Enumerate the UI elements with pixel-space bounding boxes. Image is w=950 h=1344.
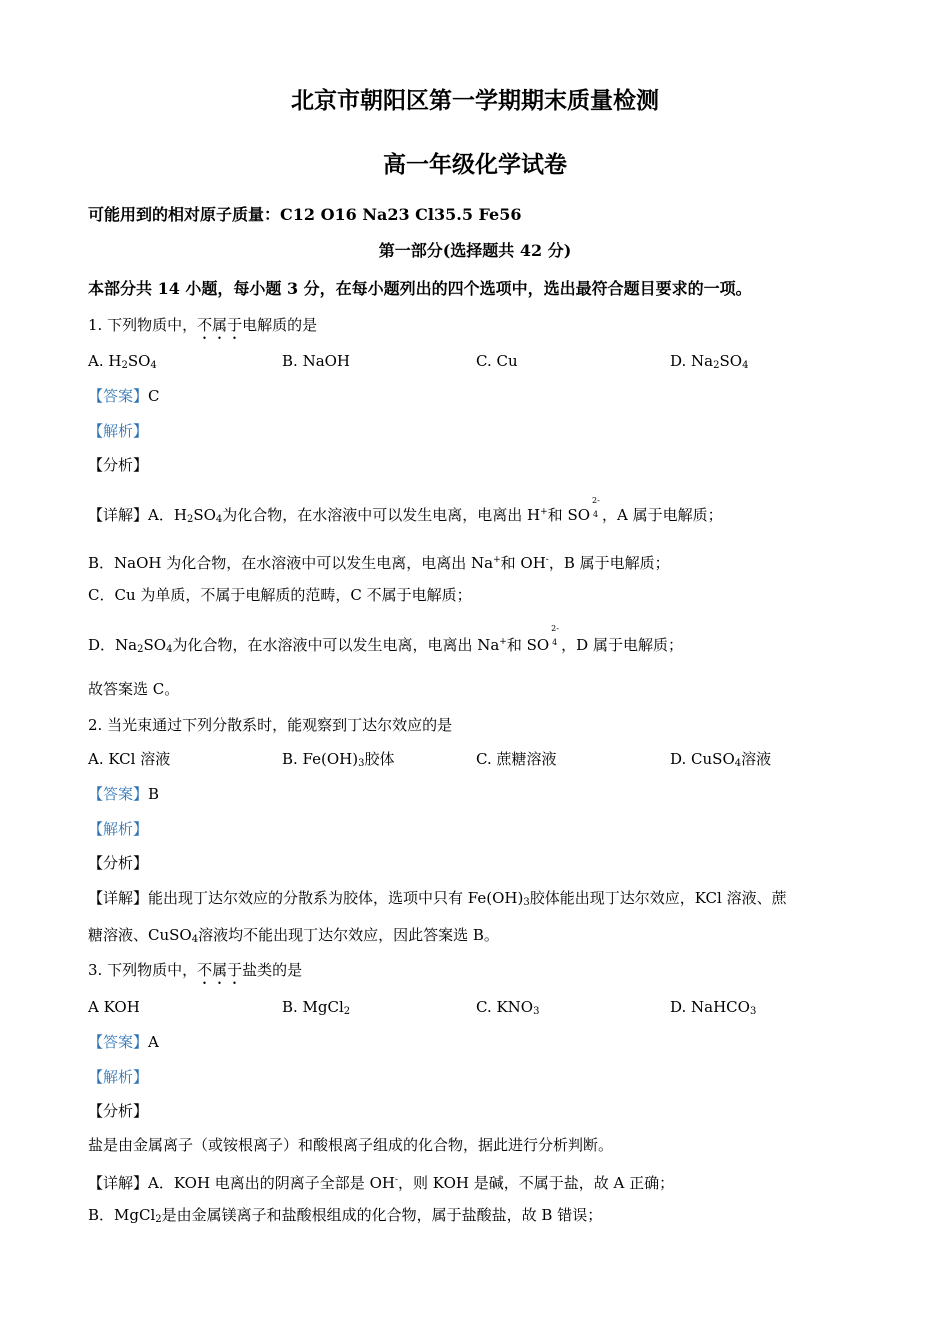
text-part: B. Fe(OH) xyxy=(282,750,359,768)
q1-detail-4 xyxy=(88,624,683,660)
q3-analysis-heading: 【解析】 xyxy=(88,1068,149,1086)
q2-option-d xyxy=(670,749,771,774)
part1-instructions: 本部分共 14 小题，每小题 3 分，在每小题列出的四个选项中，选出最符合题目要求的一项。 xyxy=(88,279,752,298)
formula-part: Na xyxy=(691,352,714,370)
q2-detail-2 xyxy=(88,925,499,950)
text-part: A．H xyxy=(148,506,187,524)
superscript: - xyxy=(545,555,549,565)
text-part: 和 SO xyxy=(506,636,550,654)
text-part: B．NaOH 为化合物，在水溶液中可以发生电离，电离出 Na xyxy=(88,554,494,572)
text-part: 溶液 xyxy=(741,750,772,768)
text-part: 和 SO xyxy=(547,506,591,524)
text-part: 为化合物，在水溶液中可以发生电离，电离出 H xyxy=(222,506,541,524)
option-label: A. xyxy=(88,352,109,370)
text-part: D. CuSO xyxy=(670,750,735,768)
q2-answer xyxy=(88,784,159,804)
q1-stem-pre: 1. 下列物质中， xyxy=(88,316,198,334)
text-part: ，A 属于电解质； xyxy=(602,506,723,524)
atomic-mass-line: 可能用到的相对原子质量：C12 O16 Na23 Cl35.5 Fe56 xyxy=(88,205,522,224)
q1-option-d xyxy=(670,351,748,376)
subscript: 2 xyxy=(186,514,194,525)
q3-stem xyxy=(88,960,302,988)
q2-stem: 2. 当光束通过下列分散系时，能观察到丁达尔效应的是 xyxy=(88,716,453,734)
q3-answer xyxy=(88,1032,159,1052)
subscript: 4 xyxy=(166,644,173,655)
q1-stem-emphasis: 不属于 xyxy=(197,316,243,334)
superscript: + xyxy=(540,507,548,517)
text-part: 糖溶液、CuSO xyxy=(88,926,192,944)
text-part: ，B 属于电解质； xyxy=(548,554,670,572)
q1-stem-post: 电解质的是 xyxy=(242,316,318,334)
text-part: 胶体能出现丁达尔效应，KCl 溶液、蔗 xyxy=(529,889,787,907)
option-label: D. xyxy=(670,352,692,370)
q2-option-c: C. 蔗糖溶液 xyxy=(476,750,557,768)
detail-label: 【详解】 xyxy=(88,889,149,907)
subscript: 3 xyxy=(523,897,530,908)
text-part: D. NaHCO xyxy=(670,998,750,1016)
option-label: B. xyxy=(282,352,303,370)
text-part: 溶液均不能出现丁达尔效应，因此答案选 B。 xyxy=(198,926,499,944)
q3-fenxi-label: 【分析】 xyxy=(88,1102,149,1120)
subscript: 2 xyxy=(137,644,144,655)
subscript: 3 xyxy=(533,1006,540,1017)
text-part: B. MgCl xyxy=(282,998,344,1016)
q2-fenxi-label: 【分析】 xyxy=(88,854,149,872)
q3-stem-emphasis: 不属于 xyxy=(197,961,243,979)
part1-heading: 第一部分(选择题共 42 分) xyxy=(378,241,572,260)
answer-value: C xyxy=(148,387,160,405)
subscript: 2 xyxy=(343,1006,351,1017)
formula-part: NaOH xyxy=(302,352,351,370)
text-part: 能出现丁达尔效应的分散系为胶体，选项中只有 Fe(OH) xyxy=(148,889,524,907)
text-part: ，D 属于电解质； xyxy=(561,636,683,654)
answer-label: 【答案】 xyxy=(88,785,149,803)
text-part: 胶体 xyxy=(364,750,395,768)
q3-stem-pre: 3. 下列物质中， xyxy=(88,961,198,979)
detail-label: 【详解】 xyxy=(88,1174,149,1192)
q1-fenxi-label: 【分析】 xyxy=(88,456,149,474)
subscript: 4 xyxy=(734,758,742,769)
q1-detail-1 xyxy=(88,496,723,530)
q1-conclusion: 故答案选 C。 xyxy=(88,680,180,698)
subscript: 4 xyxy=(150,360,157,371)
text-part: SO xyxy=(143,636,167,654)
subscript: 2 xyxy=(121,360,128,371)
text-part: A．KOH 电离出的阴离子全部是 OH xyxy=(148,1174,395,1192)
q3-option-d xyxy=(670,997,756,1022)
text-part: 为化合物，在水溶液中可以发生电离，电离出 Na xyxy=(172,636,500,654)
charge-bottom: 4 xyxy=(593,510,599,519)
superscript: + xyxy=(493,555,501,565)
subscript: 2 xyxy=(155,1214,162,1225)
subscript: 4 xyxy=(215,514,223,525)
text-part: SO xyxy=(193,506,216,524)
subscript: 3 xyxy=(749,1006,757,1017)
answer-value: B xyxy=(148,785,160,803)
q3-detail-2 xyxy=(88,1205,602,1230)
text-part: B．MgCl xyxy=(88,1206,156,1224)
sulfate-charge xyxy=(549,624,561,655)
text-part: C. KNO xyxy=(476,998,534,1016)
text-part: D．Na xyxy=(88,636,138,654)
q3-detail-1 xyxy=(88,1170,674,1193)
text-part: 是由金属镁离子和盐酸根组成的化合物，属于盐酸盐，故 B 错误； xyxy=(161,1206,603,1224)
detail-label: 【详解】 xyxy=(88,506,149,524)
subscript: 3 xyxy=(358,758,365,769)
subscript: 2 xyxy=(713,360,720,371)
q1-option-b xyxy=(282,351,350,371)
q2-option-b xyxy=(282,749,395,774)
formula-part: Cu xyxy=(496,352,518,370)
q3-option-c xyxy=(476,997,539,1022)
q1-answer xyxy=(88,386,160,406)
answer-label: 【答案】 xyxy=(88,387,149,405)
q1-option-a xyxy=(88,351,157,376)
exam-title: 北京市朝阳区第一学期期末质量检测 xyxy=(291,87,659,114)
charge-bottom: 4 xyxy=(552,638,558,647)
q3-option-b xyxy=(282,997,350,1022)
text-part: 和 OH xyxy=(500,554,546,572)
subscript: 4 xyxy=(742,360,749,371)
q1-detail-2 xyxy=(88,550,670,573)
charge-top: 2- xyxy=(551,624,559,633)
q3-fenxi-text: 盐是由金属离子（或铵根离子）和酸根离子组成的化合物，据此进行分析判断。 xyxy=(88,1136,614,1154)
q1-detail-3: C．Cu 为单质，不属于电解质的范畴，C 不属于电解质； xyxy=(88,586,472,604)
charge-top: 2- xyxy=(592,496,600,505)
answer-value: A xyxy=(148,1033,159,1051)
sulfate-charge xyxy=(590,496,602,525)
q2-analysis-heading: 【解析】 xyxy=(88,820,149,838)
superscript: + xyxy=(499,637,507,647)
formula-part: SO xyxy=(127,352,151,370)
q1-option-c xyxy=(476,351,518,371)
text-part: ，则 KOH 是碱，不属于盐，故 A 正确； xyxy=(398,1174,675,1192)
subscript: 4 xyxy=(191,934,199,945)
exam-subtitle: 高一年级化学试卷 xyxy=(383,151,567,178)
answer-label: 【答案】 xyxy=(88,1033,149,1051)
superscript: - xyxy=(394,1175,398,1185)
q1-stem xyxy=(88,315,317,343)
q1-analysis-heading: 【解析】 xyxy=(88,422,149,440)
q2-option-a: A. KCl 溶液 xyxy=(88,750,171,768)
formula-part: H xyxy=(108,352,122,370)
formula-part: SO xyxy=(719,352,743,370)
q2-detail-1 xyxy=(88,888,787,913)
q3-stem-post: 盐类的是 xyxy=(242,961,303,979)
option-label: C. xyxy=(476,352,497,370)
q3-option-a: A KOH xyxy=(88,998,140,1016)
